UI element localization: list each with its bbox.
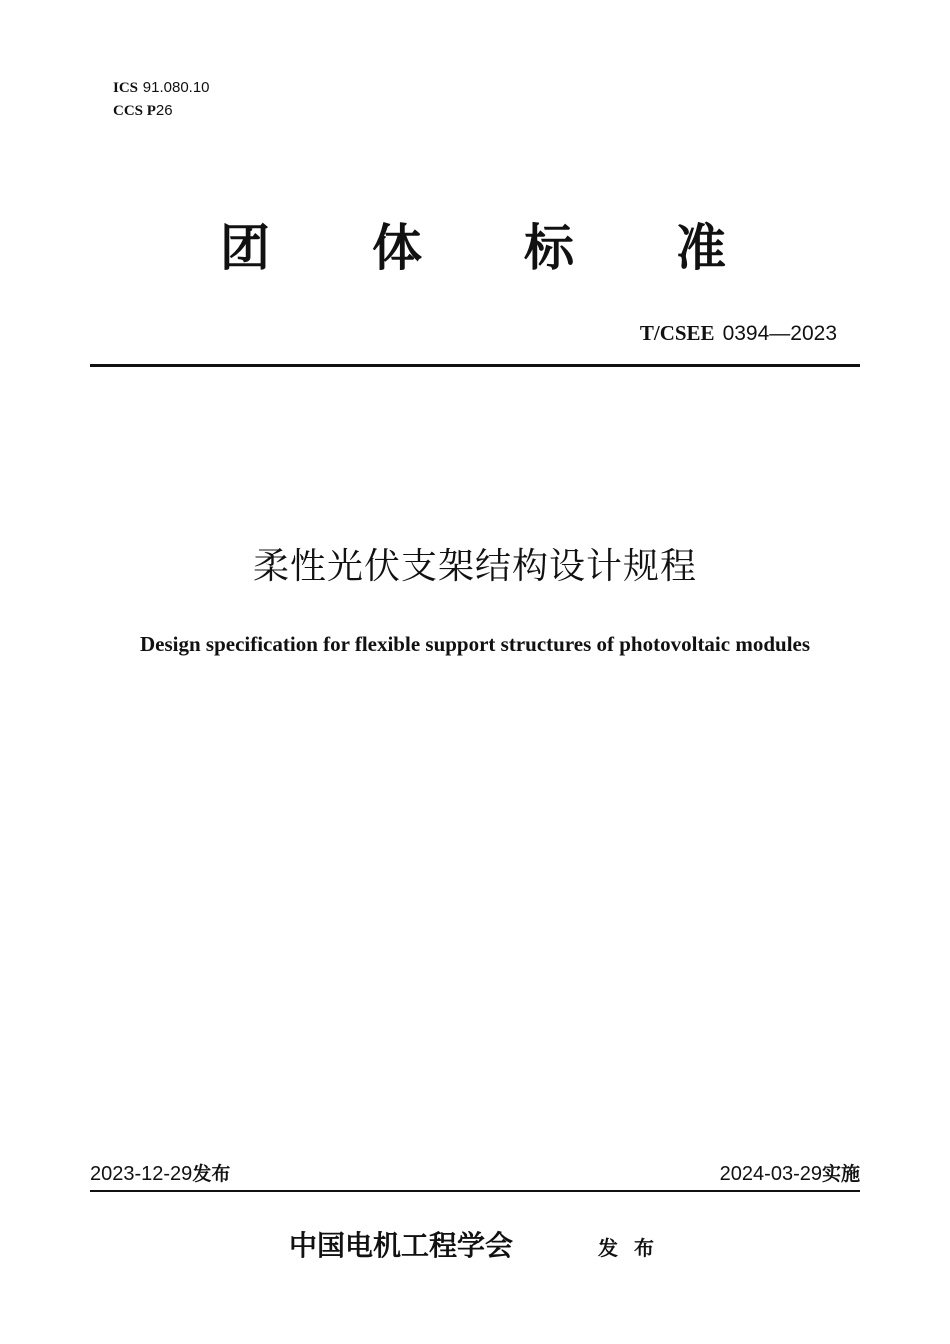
- standard-type-char: 准: [676, 218, 726, 277]
- header-divider: [90, 364, 860, 367]
- footer-divider: [90, 1190, 860, 1192]
- standard-number: [640, 320, 837, 347]
- document-title-chinese: 柔性光伏支架结构设计规程: [252, 546, 697, 587]
- ccs-code: 26: [155, 102, 173, 119]
- standard-type-char: 体: [372, 218, 422, 277]
- ics-code: 91.080.10: [142, 79, 210, 96]
- ics-label: ICS: [113, 80, 139, 96]
- publish-label: 发布: [192, 1163, 231, 1185]
- issuing-organization: 中国电机工程学会: [289, 1229, 514, 1262]
- publish-date-line: [90, 1161, 230, 1187]
- standard-type-char: 标: [524, 218, 574, 277]
- document-title-english: Design specification for flexible support structures of photovoltaic modules: [139, 632, 811, 656]
- ccs-classification: [113, 101, 173, 120]
- implement-date-line: [720, 1161, 860, 1187]
- publish-date: 2023-12-29: [90, 1163, 193, 1185]
- ics-classification: [113, 78, 210, 97]
- standard-type-char: 团: [220, 218, 270, 277]
- standard-number-prefix: T/CSEE: [639, 321, 715, 345]
- implement-label: 实施: [821, 1163, 860, 1185]
- ccs-label: CCS P: [113, 103, 156, 119]
- standard-number-value: 0394—2023: [722, 322, 837, 345]
- issue-action: 发布: [598, 1236, 670, 1260]
- implement-date: 2024-03-29: [719, 1163, 822, 1185]
